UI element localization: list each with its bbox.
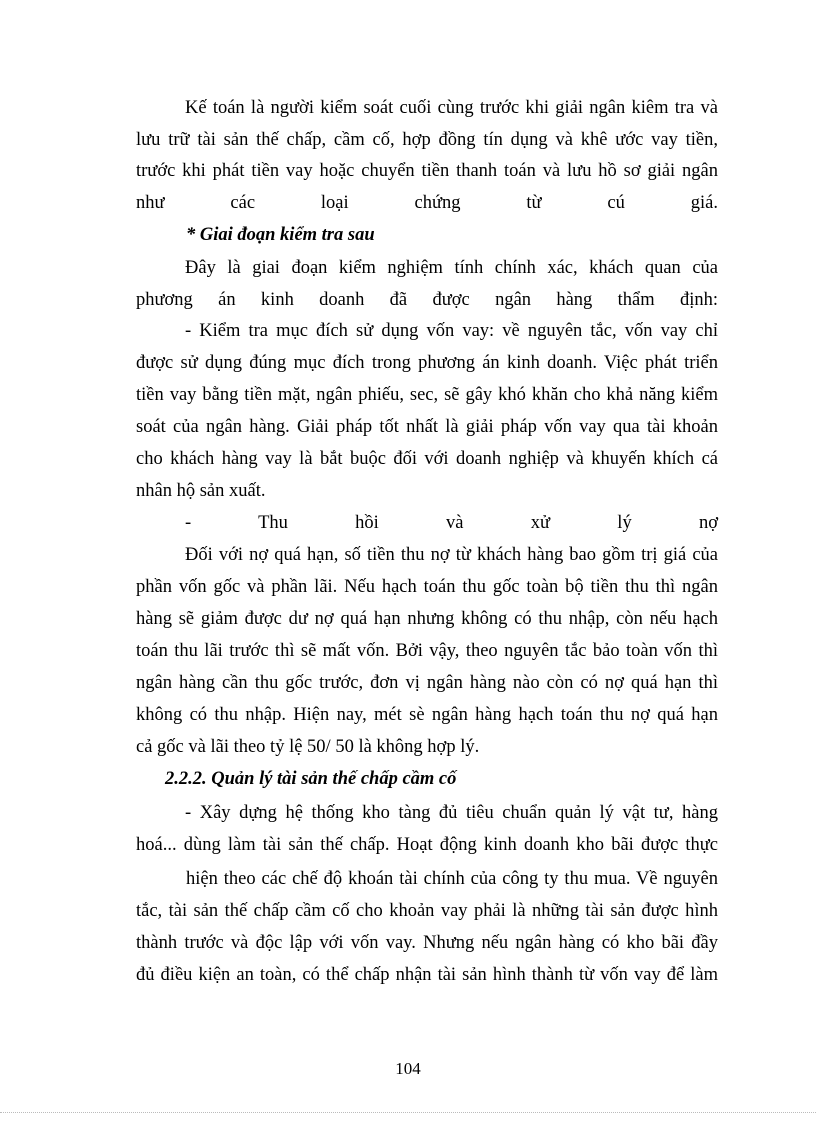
text-line: nhân hộ sản xuất. bbox=[136, 481, 266, 501]
text-line: thành trước và độc lập với vốn vay. Nhưng nếu ngân hàng có kho bãi đầy bbox=[136, 933, 718, 953]
text-line: không có thu nhập. Hiện nay, mét sè ngân hàng hạch toán thu nợ quá hạn bbox=[136, 705, 718, 725]
text-line: phần vốn gốc và phần lãi. Nếu hạch toán thu gốc toàn bộ tiền thu thì ngân bbox=[136, 577, 718, 597]
text-line: Đây là giai đoạn kiểm nghiệm tính chính xác, khách quan của bbox=[185, 258, 718, 278]
page-bottom-divider bbox=[0, 1112, 816, 1113]
text-line: hoá... dùng làm tài sản thế chấp. Hoạt động kinh doanh kho bãi được thực bbox=[136, 835, 718, 855]
text-line: đủ điều kiện an toàn, có thể chấp nhận tài sản hình thành từ vốn vay để làm bbox=[136, 965, 718, 985]
text-line: hiện theo các chế độ khoán tài chính của công ty thu mua. Về nguyên bbox=[186, 869, 718, 889]
section-heading: 2.2.2. Quản lý tài sản thế chấp cầm cố bbox=[165, 769, 457, 789]
text-line: trước khi phát tiền vay hoặc chuyển tiền thanh toán và lưu hồ sơ giải ngân bbox=[136, 161, 718, 181]
text-line: tắc, tài sản thế chấp cầm cố cho khoản vay phải là những tài sản được hình bbox=[136, 901, 718, 921]
text-line: Kế toán là người kiểm soát cuối cùng trước khi giải ngân kiêm tra và bbox=[185, 98, 718, 118]
text-line: ngân hàng cần thu gốc trước, đơn vị ngân hàng nào còn có nợ quá hạn thì bbox=[136, 673, 718, 693]
text-line: cho khách hàng vay là bắt buộc đối với doanh nghiệp và khuyến khích cá bbox=[136, 449, 718, 469]
text-line: - Xây dựng hệ thống kho tàng đủ tiêu chuẩn quản lý vật tư, hàng bbox=[185, 803, 718, 823]
text-line: - Thu hồi và xử lý nợ bbox=[185, 513, 718, 533]
page-number: 104 bbox=[395, 1059, 421, 1078]
text-line: phương án kinh doanh đã được ngân hàng thẩm định: bbox=[136, 290, 718, 310]
text-line: tiền vay bằng tiền mặt, ngân phiếu, sec, sẽ gây khó khăn cho khả năng kiểm bbox=[136, 385, 718, 405]
section-heading: * Giai đoạn kiểm tra sau bbox=[186, 225, 375, 245]
text-line: - Kiểm tra mục đích sử dụng vốn vay: về nguyên tắc, vốn vay chỉ bbox=[185, 321, 718, 341]
text-line: toán thu lãi trước thì sẽ mất vốn. Bởi vậy, theo nguyên tắc bảo toàn vốn thì bbox=[136, 641, 718, 661]
text-line: như các loại chứng từ cú giá. bbox=[136, 193, 718, 213]
text-line: hàng sẽ giảm được dư nợ quá hạn nhưng không có thu nhập, còn nếu hạch bbox=[136, 609, 718, 629]
text-line: lưu trữ tài sản thế chấp, cầm cố, hợp đồng tín dụng và khê ước vay tiền, bbox=[136, 130, 718, 150]
text-line: được sử dụng đúng mục đích trong phương án kinh doanh. Việc phát triển bbox=[136, 353, 718, 373]
text-line: Đối với nợ quá hạn, số tiền thu nợ từ khách hàng bao gồm trị giá của bbox=[185, 545, 718, 565]
text-line: cả gốc và lãi theo tỷ lệ 50/ 50 là không hợp lý. bbox=[136, 737, 480, 757]
text-line: soát của ngân hàng. Giải pháp tốt nhất là giải pháp vốn vay qua tài khoản bbox=[136, 417, 718, 437]
